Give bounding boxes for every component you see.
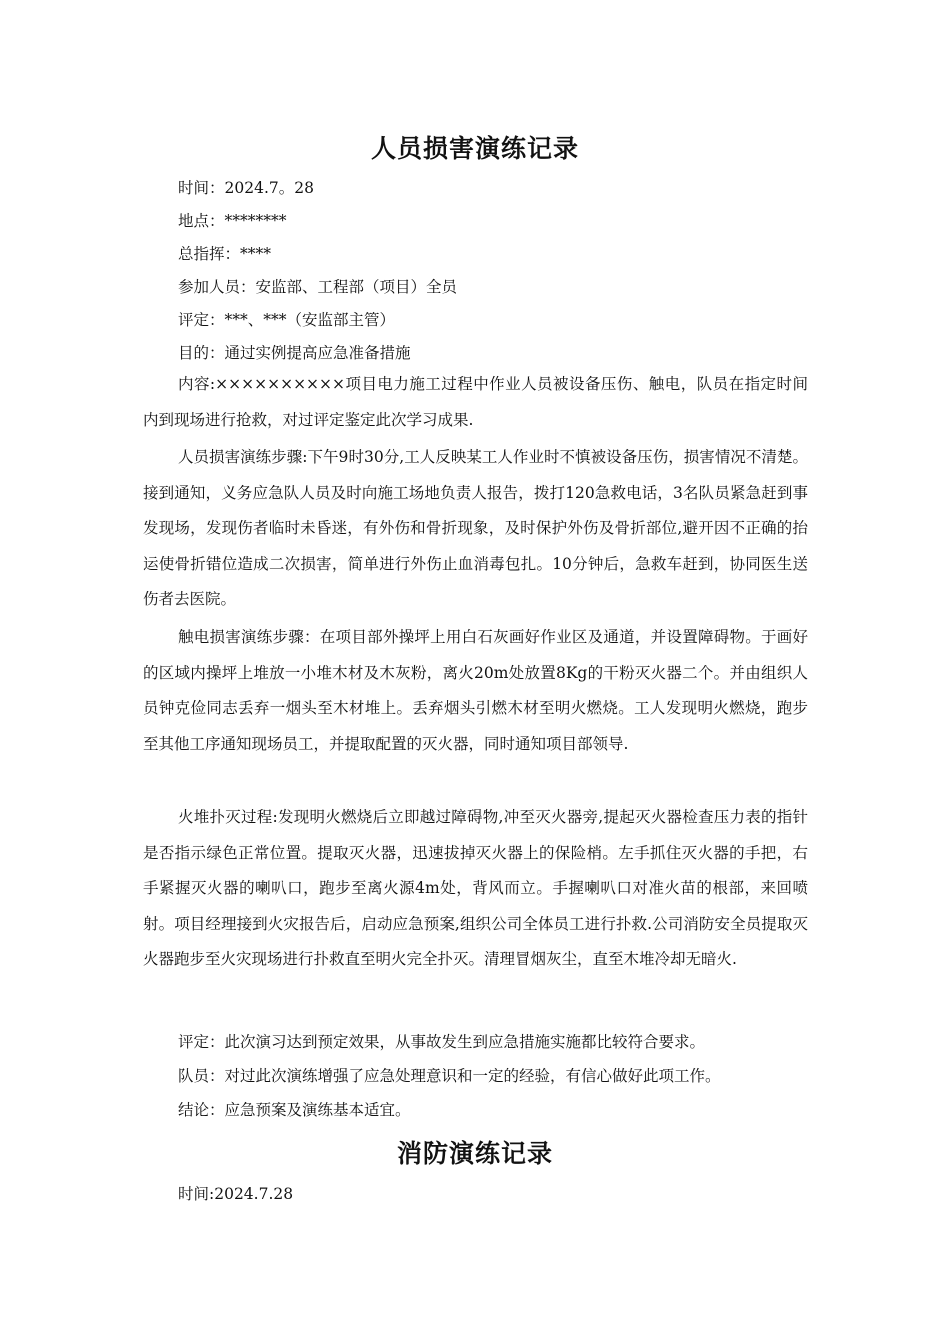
- field-place: 地点：********: [178, 212, 287, 230]
- field-conclusion: 结论：应急预案及演练基本适宜。: [178, 1101, 411, 1119]
- field-team: 队员：对过此次演练增强了应急处理意识和一定的经验，有信心做好此项工作。: [178, 1067, 721, 1085]
- field-time: 时间：2024.7。28: [178, 179, 314, 197]
- field-purpose: 目的：通过实例提高应急准备措施: [178, 344, 411, 362]
- field-assessment: 评定：此次演习达到预定效果，从事故发生到应急措施实施都比较符合要求。: [178, 1033, 706, 1051]
- field-evaluator: 评定：***、***（安监部主管）: [178, 311, 396, 329]
- para-injury-steps: 人员损害演练步骤:下午9时30分,工人反映某工人作业时不慎被设备压伤，损害情况不清楚。接到通知，义务应急队人员及时向施工场地负责人报告，拨打120急救电话，3名队员紧急赶到事发现场，发现伤者临时未昏迷，有外伤和骨折现象，及时保护外伤及骨折部位,避开因不正确的抬运使骨折错位造成二次损害，简单进行外伤止血消毒包扎。10分钟后，急救车赶到，协同医生送伤者去医院。: [143, 448, 808, 608]
- para-fire-process: 火堆扑灭过程:发现明火燃烧后立即越过障碍物,冲至灭火器旁,提起灭火器检查压力表的指针是否指示绿色正常位置。提取灭火器，迅速拔掉灭火器上的保险梢。左手抓住灭火器的手把，右手紧握灭火器的喇叭口，跑步至离火源4m处，背风而立。手握喇叭口对准火苗的根部，来回喷射。项目经理接到火灾报告后，启动应急预案,组织公司全体员工进行扑救.公司消防安全员提取灭火器跑步至火灾现场进行扑救直至明火完全扑灭。清理冒烟灰尘，直至木堆冷却无暗火.: [143, 808, 808, 968]
- doc-title-fire-drill: 消防演练记录: [396, 1139, 553, 1168]
- para-electric-steps: 触电损害演练步骤：在项目部外操坪上用白石灰画好作业区及通道，并设置障碍物。于画好的区域内操坪上堆放一小堆木材及木灰粉，离火20m处放置8Kg的干粉灭火器二个。并由组织人员钟克俭同志丢弃一烟头至木材堆上。丢弃烟头引燃木材至明火燃烧。工人发现明火燃烧，跑步至其他工序通知现场员工，并提取配置的灭火器，同时通知项目部领导.: [143, 628, 808, 753]
- field-commander: 总指挥：****: [178, 245, 272, 263]
- para-content: 内容:××××××××××项目电力施工过程中作业人员被设备压伤、触电，队员在指定时间内到现场进行抢救，对过评定鉴定此次学习成果.: [143, 375, 808, 429]
- field-time-fire-drill: 时间:2024.7.28: [178, 1185, 294, 1203]
- doc-title-injury-drill: 人员损害演练记录: [370, 134, 579, 163]
- field-participants: 参加人员：安监部、工程部（项目）全员: [178, 278, 458, 296]
